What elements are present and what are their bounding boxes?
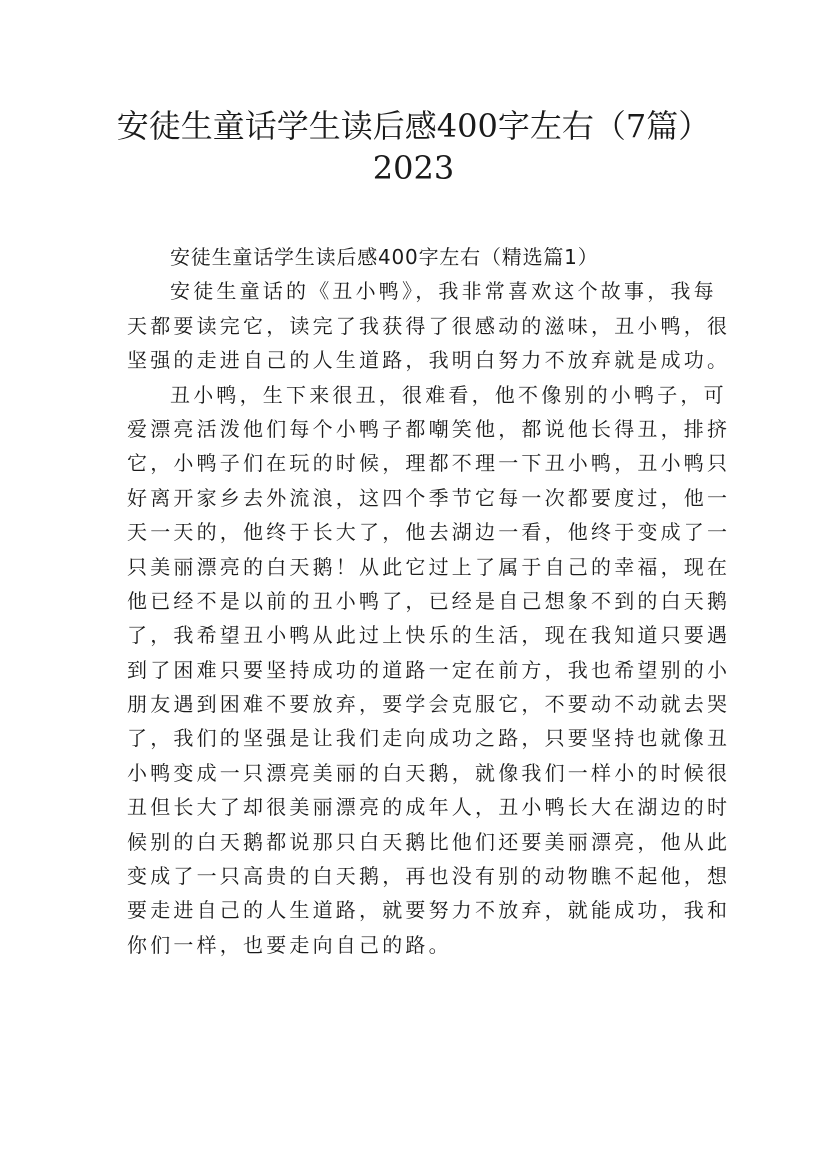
document-title-line-1: 安徒生童话学生读后感400字左右（7篇） — [116, 107, 711, 145]
paragraph-1-line: 坚强的走进自己的人生道路，我明白努力不放弃就是成功。 — [127, 348, 731, 373]
paragraph-2-line: 朋友遇到困难不要放弃，要学会克服它，不要动不动就去哭 — [127, 692, 731, 717]
paragraph-2-line: 变成了一只高贵的白天鹅，再也没有别的动物瞧不起他，想 — [127, 864, 731, 889]
paragraph-1-line: 安徒生童话的《丑小鸭》，我非常喜欢这个故事，我每 — [170, 279, 717, 304]
paragraph-2-line: 天一天的，他终于长大了，他去湖边一看，他终于变成了一 — [127, 520, 731, 545]
paragraph-2-line: 丑小鸭，生下来很丑，很难看，他不像别的小鸭子，可 — [170, 382, 727, 407]
paragraph-2-line: 你们一样，也要走向自己的路。 — [127, 932, 452, 957]
section-heading: 安徒生童话学生读后感400字左右（精选篇1） — [170, 245, 599, 269]
paragraph-2-line: 了，我希望丑小鸭从此过上快乐的生活，现在我知道只要遇 — [127, 623, 731, 648]
paragraph-1-line: 天都要读完它，读完了我获得了很感动的滋味，丑小鸭，很 — [127, 313, 731, 338]
paragraph-2-line: 要走进自己的人生道路，就要努力不放弃，就能成功，我和 — [127, 898, 731, 923]
paragraph-2-line: 丑但长大了却很美丽漂亮的成年人，丑小鸭长大在湖边的时 — [127, 795, 731, 820]
paragraph-2-line: 候别的白天鹅都说那只白天鹅比他们还要美丽漂亮，他从此 — [127, 829, 731, 854]
paragraph-2-line: 好离开家乡去外流浪，这四个季节它每一次都要度过，他一 — [127, 485, 731, 510]
document-title-line-2: 2023 — [372, 149, 455, 187]
paragraph-2-line: 到了困难只要坚持成功的道路一定在前方，我也希望别的小 — [127, 657, 731, 682]
paragraph-2-line: 了，我们的坚强是让我们走向成功之路，只要坚持也就像丑 — [127, 726, 731, 751]
paragraph-2-line: 只美丽漂亮的白天鹅！从此它过上了属于自己的幸福，现在 — [127, 554, 731, 579]
document-body — [127, 240, 731, 962]
paragraph-2-line: 它，小鸭子们在玩的时候，理都不理一下丑小鸭，丑小鸭只 — [127, 451, 731, 476]
paragraph-2-line: 小鸭变成一只漂亮美丽的白天鹅，就像我们一样小的时候很 — [127, 760, 731, 785]
paragraph-2-line: 爱漂亮活泼他们每个小鸭子都嘲笑他，都说他长得丑，排挤 — [127, 416, 731, 441]
paragraph-2-line: 他已经不是以前的丑小鸭了，已经是自己想象不到的白天鹅 — [127, 588, 731, 613]
